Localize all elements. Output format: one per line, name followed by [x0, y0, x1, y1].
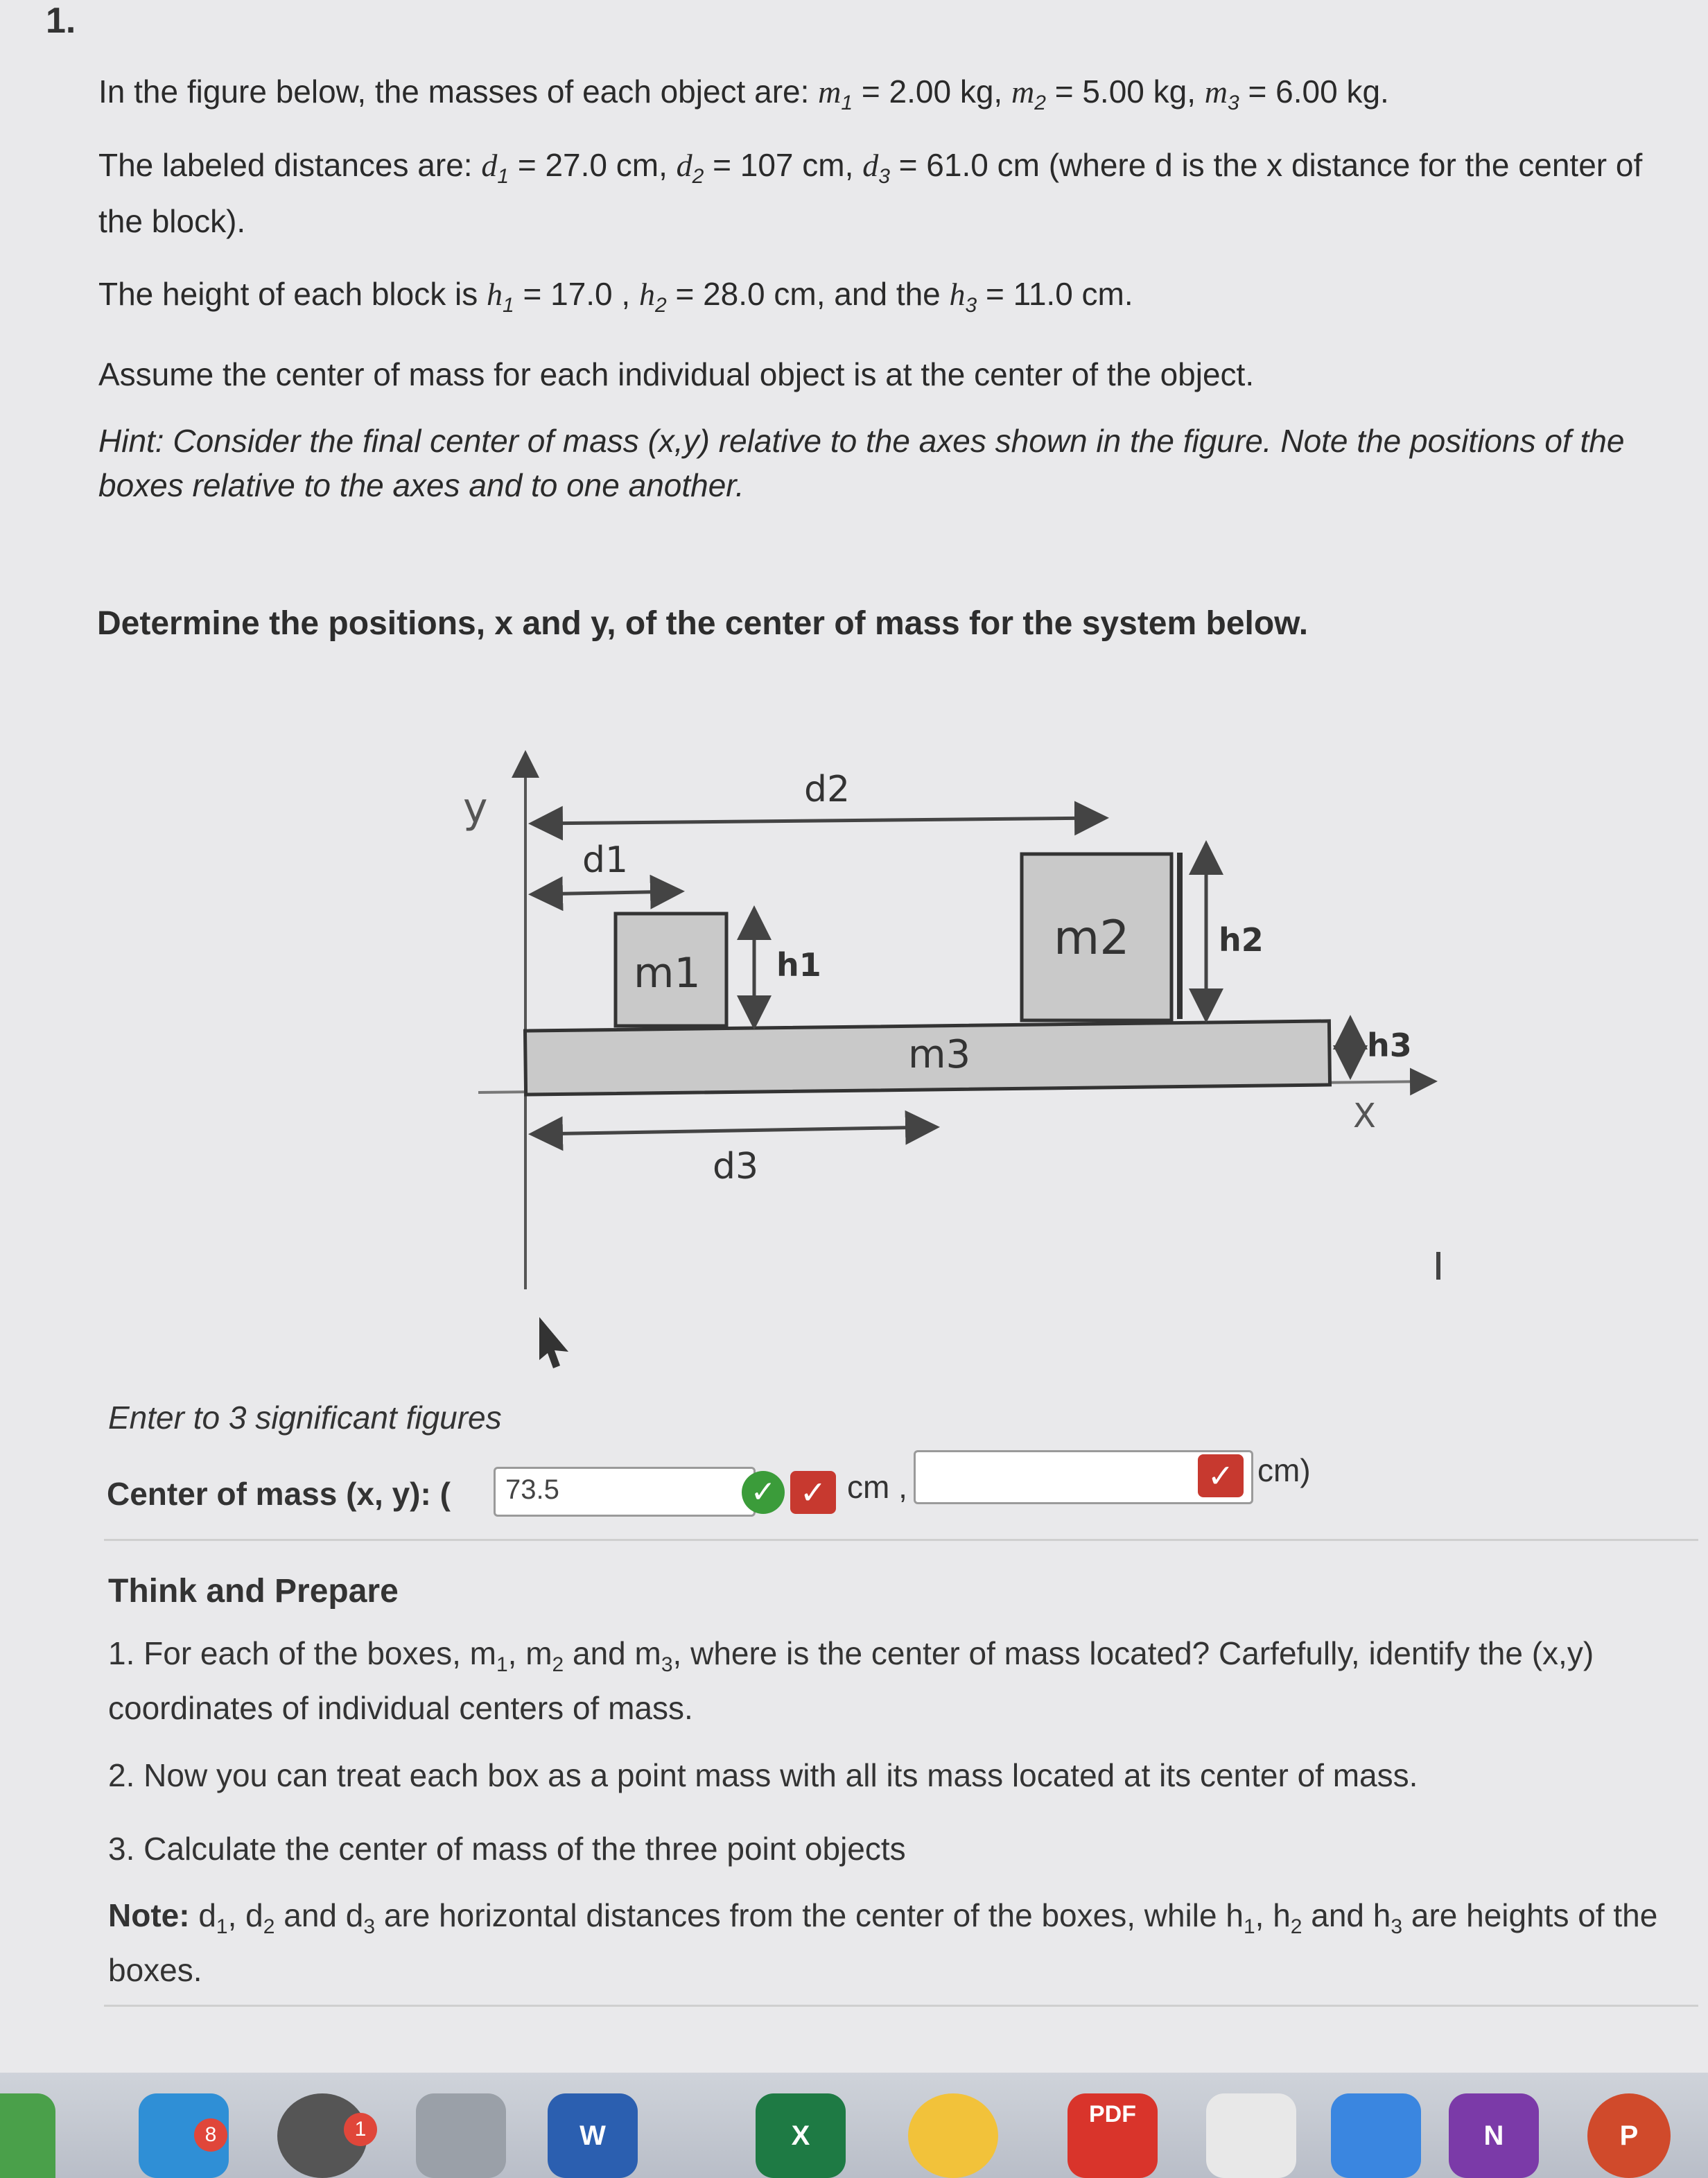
d3-arrow [535, 1127, 933, 1134]
d1-arrow [535, 891, 678, 894]
y-feedback-icon[interactable]: ✓ [1198, 1454, 1244, 1497]
think-step-1: 1. For each of the boxes, $m_1$, $m_2$ and $m_3$, where is the center of mass located? Carfefully, identify the (x,y) coordinates of individual centers of mass. [108, 1635, 1594, 1727]
mouse-cursor-icon [539, 1317, 568, 1368]
text-cursor-icon [1436, 1252, 1440, 1280]
m1-label: m1 [634, 949, 701, 997]
answer-instruction: Enter to 3 significant figures [108, 1400, 502, 1436]
pencil-icon[interactable] [1331, 2093, 1421, 2178]
mail-badge: 8 [194, 2118, 227, 2152]
problem-hint: Hint: Consider the final center of mass (x,y) relative to the axes shown in the figure. Note the positions of the boxes relative to the axes and to one another. [98, 423, 1625, 503]
problem-masses: In the figure below, the masses of each object are: $m_1 = 2.00$ kg, $m_2 = 5.00$ kg, $m_3 = 6.00$ kg. [98, 73, 1389, 114]
m3-label: m3 [908, 1032, 971, 1077]
x-unit-label: cm , [847, 1469, 907, 1505]
x-answer-input[interactable]: 73.5 [494, 1467, 756, 1517]
y-unit-label: cm) [1257, 1452, 1311, 1488]
d1-label: d1 [582, 839, 629, 881]
d2-arrow [535, 818, 1102, 824]
check-correct-icon: ✓ [742, 1471, 785, 1514]
think-step-3: 3. Calculate the center of mass of the three point objects [108, 1831, 906, 1867]
problem-assumption: Assume the center of mass for each individual object is at the center of the object. [98, 356, 1255, 392]
onenote-icon[interactable]: N [1449, 2093, 1539, 2178]
divider-bottom [104, 2005, 1698, 2007]
h3-label: h3 [1367, 1027, 1412, 1064]
pdf-icon[interactable]: PDF [1068, 2093, 1158, 2178]
m2-label: m2 [1054, 911, 1130, 966]
think-step-2: 2. Now you can treat each box as a point mass with all its mass located at its center of mass. [108, 1757, 1418, 1793]
d2-label: d2 [804, 769, 851, 810]
app-badge: 1 [344, 2113, 377, 2146]
answer-feedback-icon[interactable]: ✓ [790, 1471, 836, 1514]
notes-icon[interactable] [1206, 2093, 1296, 2178]
x-axis-label: X [1353, 1097, 1376, 1135]
excel-icon[interactable]: X [756, 2093, 846, 2178]
word-icon[interactable]: W [548, 2093, 638, 2178]
h2-label: h2 [1219, 921, 1264, 959]
divider [104, 1539, 1698, 1541]
powerpoint-icon[interactable]: P [1587, 2093, 1671, 2178]
think-note: Note: $d_1$, $d_2$ and $d_3$ are horizontal distances from the center of the boxes, while $h_1$, $h_2$ and $h_3$ are heights of the boxes. [108, 1897, 1658, 1989]
finder-icon[interactable] [0, 2093, 55, 2178]
folder-icon[interactable] [416, 2093, 506, 2178]
chrome-icon[interactable] [908, 2093, 998, 2178]
h1-label: h1 [776, 946, 821, 984]
problem-distances: The labeled distances are: $d_1 = 27.0$ cm, $d_2 = 107$ cm, $d_3 = 61.0$ cm (where d is the x distance for the center of the block). [98, 147, 1643, 239]
d3-label: d3 [713, 1146, 759, 1187]
question-prompt: Determine the positions, x and y, of the center of mass for the system below. [97, 605, 1309, 642]
think-prepare-title: Think and Prepare [108, 1573, 399, 1610]
question-number: 1. [46, 1, 76, 41]
y-axis-label: y [463, 784, 488, 833]
com-label: Center of mass (x, y): ( [107, 1476, 451, 1512]
problem-heights: The height of each block is $h_1 = 17.0$ , $h_2 = 28.0$ cm, and the $h_3 = 11.0$ cm. [98, 276, 1133, 317]
